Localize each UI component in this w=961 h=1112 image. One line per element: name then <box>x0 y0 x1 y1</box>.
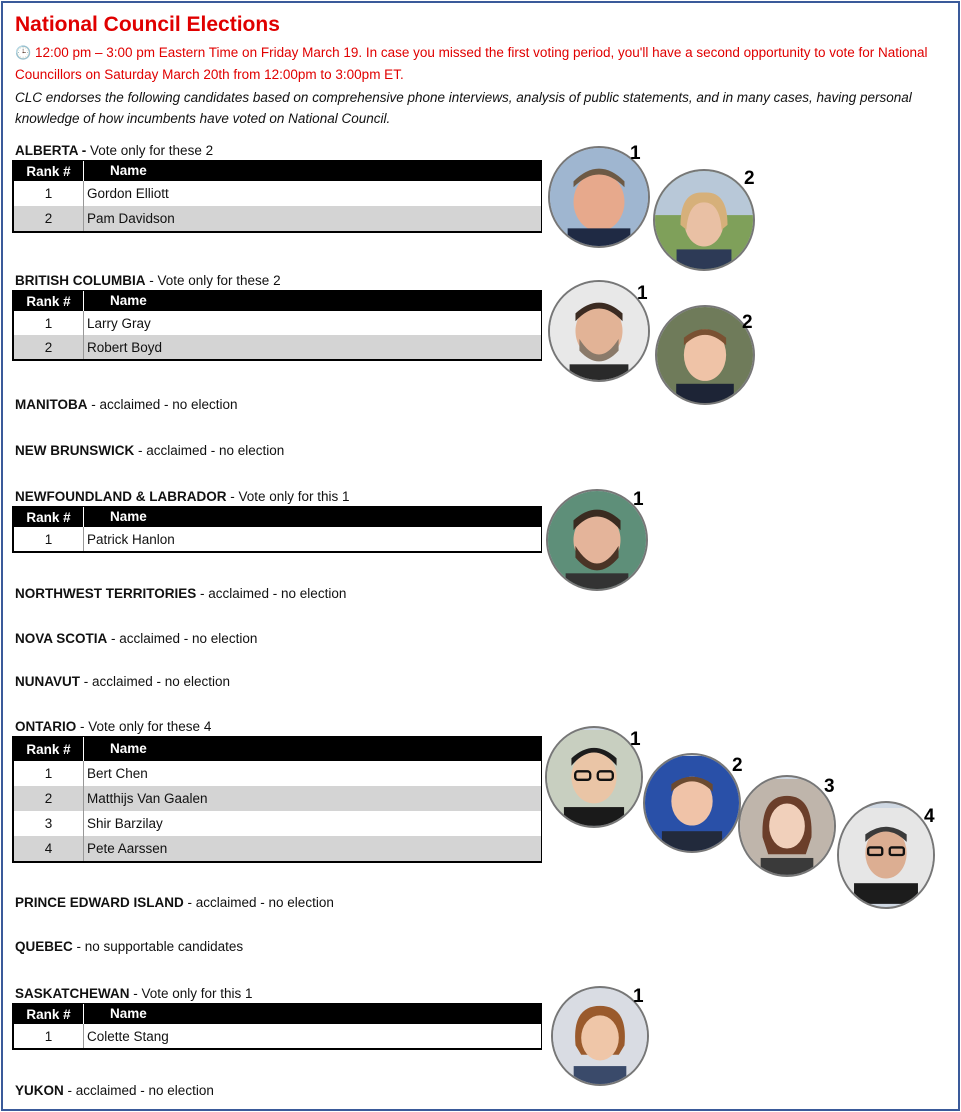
section-title-yukon: YUKON - acclaimed - no election <box>15 1083 214 1098</box>
table-row: 1 Patrick Hanlon <box>14 527 541 551</box>
photo-rank-number: 2 <box>732 755 743 776</box>
table-alberta <box>12 160 542 233</box>
table-header: Rank # Name <box>14 1004 541 1024</box>
candidate-photo-ontario-3 <box>738 775 836 877</box>
table-row: 1 Colette Stang <box>14 1024 541 1048</box>
section-title-ontario: ONTARIO - Vote only for these 4 <box>15 719 212 734</box>
section-title-bc: BRITISH COLUMBIA - Vote only for these 2 <box>15 273 281 288</box>
table-row: 2 Robert Boyd <box>14 335 541 359</box>
photo-rank-number: 1 <box>637 283 648 304</box>
photo-rank-number: 3 <box>824 776 835 797</box>
photo-rank-number: 2 <box>742 312 753 333</box>
section-title-sask: SASKATCHEWAN - Vote only for this 1 <box>15 986 253 1001</box>
section-title-nwt: NORTHWEST TERRITORIES - acclaimed - no election <box>15 586 347 601</box>
photo-rank-number: 2 <box>744 168 755 189</box>
photo-rank-number: 1 <box>630 729 641 750</box>
section-title-ns: NOVA SCOTIA - acclaimed - no election <box>15 631 258 646</box>
table-nl <box>12 506 542 553</box>
table-row: 1 Larry Gray <box>14 311 541 335</box>
candidate-photo-ontario-4 <box>837 801 935 909</box>
table-row: 3 Shir Barzilay <box>14 811 541 836</box>
table-ontario <box>12 736 542 863</box>
page-title: National Council Elections <box>15 13 280 36</box>
table-row: 2 Matthijs Van Gaalen <box>14 786 541 811</box>
section-title-manitoba: MANITOBA - acclaimed - no election <box>15 397 238 412</box>
schedule-text <box>15 42 955 86</box>
section-title-nb: NEW BRUNSWICK - acclaimed - no election <box>15 443 285 458</box>
schedule-body: 12:00 pm – 3:00 pm Eastern Time on Friday March 19. In case you missed the first voting period, you'll have a second opportunity to vote for National Councillors on Saturday March 20th from 12:00pm to 3:00pm ET. <box>15 45 928 82</box>
candidate-photo-ontario-1 <box>545 726 643 828</box>
candidate-photo-bc-1 <box>548 280 650 382</box>
table-header: Rank # Name <box>14 737 541 761</box>
section-title-quebec: QUEBEC - no supportable candidates <box>15 939 244 954</box>
section-title-alberta: ALBERTA - Vote only for these 2 <box>15 143 214 158</box>
section-title-nunavut: NUNAVUT - acclaimed - no election <box>15 674 231 689</box>
intro-text: CLC endorses the following candidates based on comprehensive phone interviews, analysis of public statements, and in many cases, having personal knowledge of how incumbents have voted on National Council. <box>15 90 912 126</box>
table-sask <box>12 1003 542 1050</box>
document-frame <box>1 1 960 1111</box>
table-row: 2 Pam Davidson <box>14 206 541 231</box>
table-row: 4 Pete Aarssen <box>14 836 541 861</box>
section-title-pei: PRINCE EDWARD ISLAND - acclaimed - no election <box>15 895 334 910</box>
photo-rank-number: 4 <box>924 806 935 827</box>
table-header: Rank # Name <box>14 161 541 181</box>
table-row: 1 Bert Chen <box>14 761 541 786</box>
photo-rank-number: 1 <box>630 143 641 164</box>
table-row: 1 Gordon Elliott <box>14 181 541 206</box>
photo-rank-number: 1 <box>633 489 644 510</box>
candidate-photo-ontario-2 <box>643 753 741 853</box>
table-bc <box>12 290 542 361</box>
candidate-photo-alberta-2 <box>653 169 755 271</box>
table-header: Rank # Name <box>14 507 541 527</box>
candidate-photo-bc-2 <box>655 305 755 405</box>
clock-icon: 🕒 <box>15 45 32 60</box>
table-header: Rank # Name <box>14 291 541 311</box>
section-title-nl: NEWFOUNDLAND & LABRADOR - Vote only for this 1 <box>15 489 350 504</box>
photo-rank-number: 1 <box>633 986 644 1007</box>
